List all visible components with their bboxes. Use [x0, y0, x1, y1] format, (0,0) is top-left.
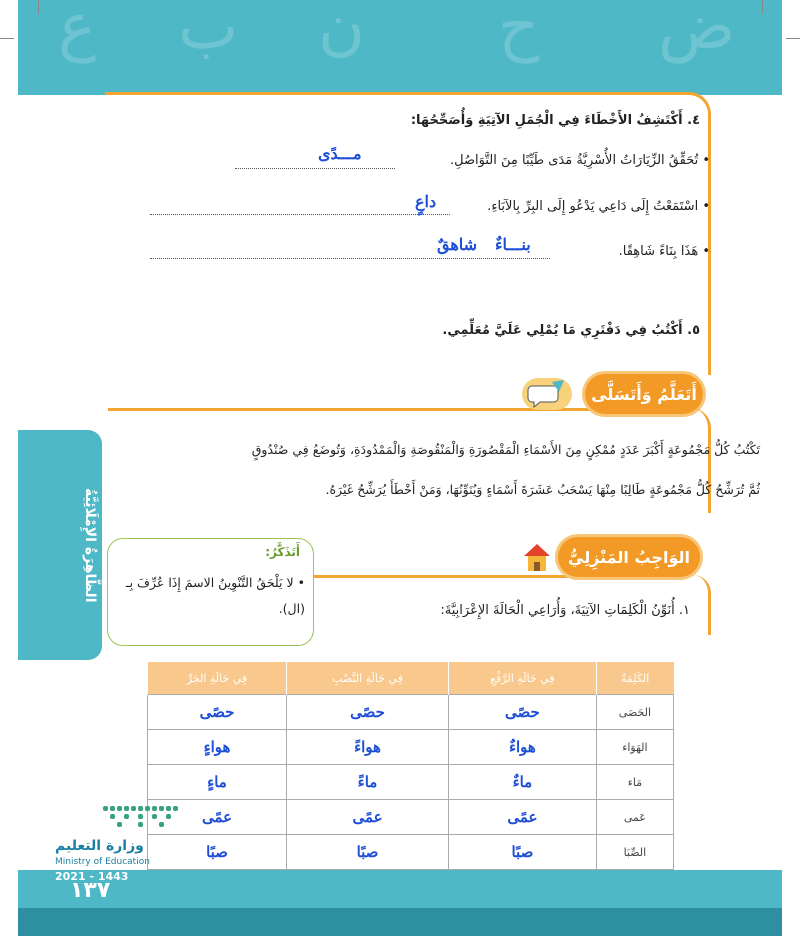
table-cell: حصًى: [148, 695, 287, 730]
table-cell: هواءٌ: [449, 730, 597, 765]
decor-letter: ح: [498, 0, 540, 64]
reminder-title: أَتَذَكَّرُ:: [265, 545, 300, 559]
learn-play-line-1: تَكْتُبُ كُلُّ مَجْمُوعَةٍ أَكْبَرَ عَدَدٍ مُمْكِنٍ مِنَ الأَسْمَاءِ الْمَقْصُورَةِ وَالْمَنْقُوصَةِ وَالْمَمْدُودَةِ، وَتُوضَعُ فِي صُنْدُوقٍ: [251, 442, 760, 457]
ministry-name-ar: وزارة التعليم: [55, 838, 144, 854]
answer-line: [150, 258, 550, 259]
table-cell: صبًا: [449, 835, 597, 870]
table-row: [148, 695, 674, 730]
table-cell: صبًا: [148, 835, 287, 870]
decor-letter: ع: [58, 0, 97, 64]
learn-play-frame: [108, 408, 711, 513]
table-row: [148, 800, 674, 835]
table-cell: عمًى: [449, 800, 597, 835]
exercise-4-title: ٤. أَكْتَشِفُ الأَخْطَاءَ فِي الْجُمَلِ الآتِيَةِ وَأُصَحِّحُهَا:: [410, 113, 700, 128]
learn-play-header: أَتَعَلَّمُ وَأَتَسَلَّى: [585, 374, 703, 414]
answer-3b: شاهقٌ: [437, 235, 478, 254]
chat-icon: [522, 378, 572, 410]
edition-year: 2021 - 1443: [55, 870, 129, 883]
answer-line: [235, 168, 395, 169]
table-header: الكَلِمَةُ: [596, 662, 673, 695]
sentence-1: • تُحَقِّقُ الزِّيَارَاتُ الأُسْرِيَّةُ مَدَى طَيِّبًا مِنَ التَّوَاصُلِ.: [450, 153, 710, 168]
table-cell: هواءً: [287, 730, 449, 765]
footer-band-dark: [18, 908, 782, 936]
table-cell: عَمى: [596, 800, 673, 835]
reminder-text: • لا يَلْحَقُ التَّنْوِينُ الاسمَ إِذَا عُرِّفَ بِـ (ال).: [125, 575, 305, 616]
answer-2: داعٍ: [415, 192, 437, 211]
table-cell: صبًا: [287, 835, 449, 870]
chapter-side-tab-label: الظَّاهِرَةُ الإِمْلَائِيَّةُ: [82, 487, 98, 603]
table-header: فِي حَالَةِ الجَرِّ: [148, 662, 287, 695]
table-cell: ماءٍ: [148, 765, 287, 800]
header-band: [18, 0, 782, 95]
decor-letter: ن: [318, 0, 365, 64]
table-cell: ماءٌ: [449, 765, 597, 800]
ministry-logo-icon: [98, 800, 188, 832]
answer-line: [150, 214, 450, 215]
table-row: [148, 730, 674, 765]
sentence-3: • هَذَا بِنَاءً شَاهِقًا.: [618, 244, 710, 259]
table-row: [148, 835, 674, 870]
ministry-name-en: Ministry of Education: [55, 857, 150, 867]
table-row: [148, 765, 674, 800]
answer-3a: بنـــاءٌ: [495, 235, 531, 254]
table-cell: الحَصَى: [596, 695, 673, 730]
table-cell: الهَوَاء: [596, 730, 673, 765]
table-cell: عمًى: [148, 800, 287, 835]
page-number: ١٣٧: [70, 878, 111, 903]
table-cell: حصًى: [287, 695, 449, 730]
house-icon: [520, 540, 554, 574]
table-header: فِي حَالَةِ الرَّفْعِ: [449, 662, 597, 695]
table-cell: هواءٍ: [148, 730, 287, 765]
answer-1: مـــدًى: [318, 144, 362, 163]
table-cell: الصِّبَا: [596, 835, 673, 870]
table-cell: عمًى: [287, 800, 449, 835]
table-cell: ماءً: [287, 765, 449, 800]
decor-letter: ب: [178, 0, 239, 64]
learn-play-line-2: ثُمَّ تُرَشِّحُ كُلُّ مَجْمُوعَةٍ طَالِبًا مِنْهَا يَسْحَبُ عَشَرَةَ أَسْمَاءٍ وَيُنَوِّنُهَا، وَمَنْ أَخْطَأَ يُرَشِّحُ غَيْرَهُ.: [325, 482, 760, 497]
homework-question-1: ١. أُنَوِّنُ الْكَلِمَاتِ الآتِيَةَ، وَأُرَاعِي الْحَالَةَ الإِعْرَابِيَّةَ:: [440, 603, 690, 618]
table-header-row: [148, 662, 674, 695]
table-cell: حصًى: [449, 695, 597, 730]
homework-header: الوَاجِبُ المَنْزِلِيُّ: [558, 537, 700, 577]
table-header: فِي حَالَةِ النَّصْبِ: [287, 662, 449, 695]
decor-letter: ض: [658, 0, 736, 64]
exercise-5-title: ٥. أَكْتُبُ فِي دَفْتَرِي مَا يُمْلِي عَلَيَّ مُعَلِّمِي.: [442, 323, 700, 338]
sentence-2: • اسْتَمَعْتُ إِلَى دَاعِي يَدْعُو إِلَى البِرِّ بِالآبَاءِ.: [487, 199, 710, 214]
table-cell: مَاء: [596, 765, 673, 800]
tanween-table: [147, 662, 674, 870]
